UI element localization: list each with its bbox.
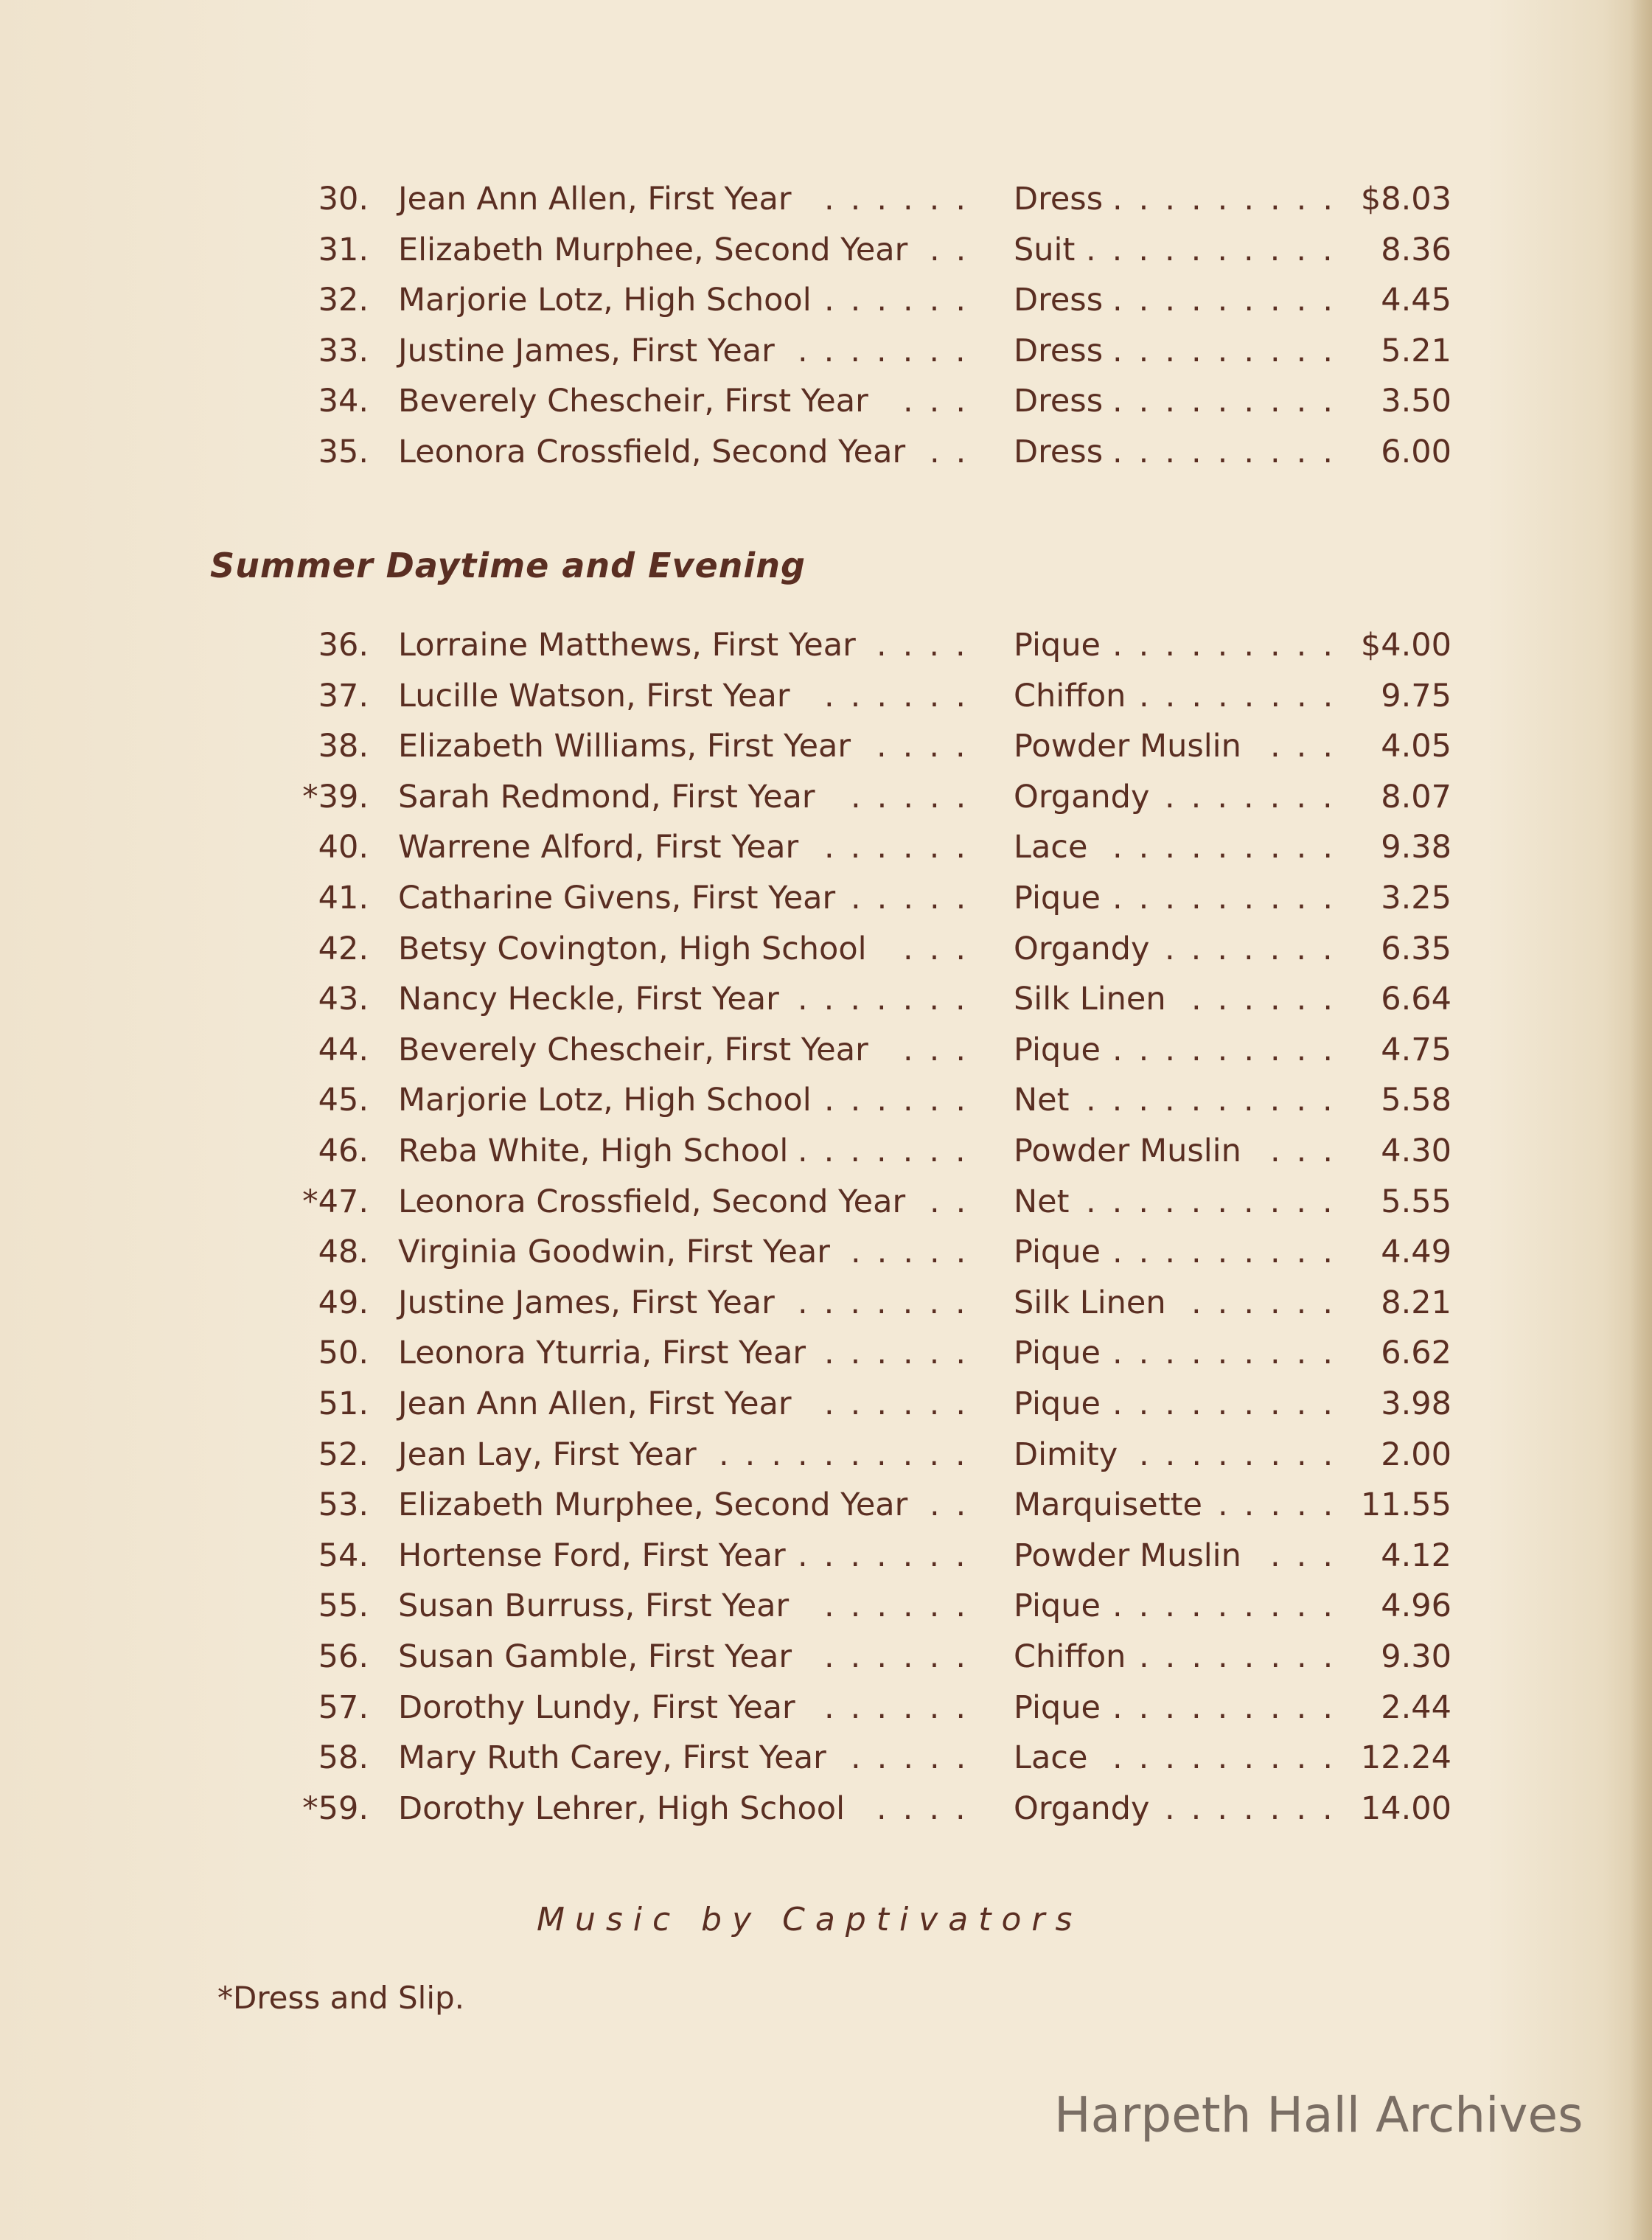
entry-number: 51. xyxy=(318,1385,369,1422)
entry-name: Jean Ann Allen, First Year xyxy=(398,1385,792,1422)
entry-price: 3.25 xyxy=(1381,880,1451,916)
dot-leader: ......... xyxy=(1112,332,1350,369)
dot-leader: ..... xyxy=(851,1739,983,1777)
dot-leader: ...... xyxy=(824,181,983,218)
dot-leader: .......... xyxy=(1086,231,1349,268)
entry-row xyxy=(0,1433,1652,1477)
entry-fabric: Net xyxy=(1014,1082,1070,1119)
entry-number: 49. xyxy=(318,1284,369,1321)
entry-price: 5.58 xyxy=(1381,1082,1451,1119)
entry-fabric: Pique xyxy=(1014,627,1101,664)
entry-number: 54. xyxy=(318,1537,369,1574)
entry-number: *47. xyxy=(302,1183,369,1220)
entry-number: 38. xyxy=(318,728,369,765)
dot-leader: ......... xyxy=(1112,434,1350,470)
entry-name: Susan Gamble, First Year xyxy=(398,1638,792,1675)
entry-row xyxy=(0,1534,1652,1578)
entry-fabric: Powder Muslin xyxy=(1014,1133,1241,1169)
entry-fabric: Powder Muslin xyxy=(1014,1537,1241,1574)
dot-leader: ....... xyxy=(1165,930,1349,967)
dot-leader: ... xyxy=(903,1031,983,1068)
entry-name: Elizabeth Murphee, Second Year xyxy=(398,1486,908,1524)
entry-row xyxy=(0,825,1652,869)
entry-fabric: Net xyxy=(1014,1183,1070,1220)
entry-price: 2.44 xyxy=(1381,1688,1451,1726)
entry-name: Warrene Alford, First Year xyxy=(398,829,799,866)
entry-row xyxy=(0,977,1652,1021)
entry-number: 42. xyxy=(318,930,369,967)
entry-number: 30. xyxy=(318,181,369,218)
entry-row xyxy=(0,1584,1652,1628)
dot-leader: ...... xyxy=(1191,981,1350,1018)
entry-name: Susan Burruss, First Year xyxy=(398,1587,790,1625)
dot-leader: ...... xyxy=(824,1335,983,1372)
dot-leader: ..... xyxy=(1218,1486,1350,1524)
dot-leader: .......... xyxy=(719,1436,982,1473)
entry-number: 32. xyxy=(318,282,369,319)
entry-fabric: Pique xyxy=(1014,1031,1101,1068)
entry-price: 6.64 xyxy=(1381,981,1451,1018)
entry-name: Justine James, First Year xyxy=(398,1284,775,1321)
dot-leader: ........ xyxy=(1139,1638,1350,1675)
entry-price: 6.35 xyxy=(1381,930,1451,967)
entry-price: 4.75 xyxy=(1381,1031,1451,1068)
entry-number: 48. xyxy=(318,1234,369,1271)
dot-leader: ......... xyxy=(1112,383,1350,420)
dot-leader: .. xyxy=(930,1183,983,1220)
entry-row xyxy=(0,228,1652,272)
entry-row xyxy=(0,278,1652,322)
dot-leader: ...... xyxy=(824,282,983,319)
dot-leader: .......... xyxy=(1086,1082,1349,1119)
entry-row xyxy=(0,1736,1652,1780)
entry-price: 4.45 xyxy=(1381,282,1451,319)
entry-fabric: Suit xyxy=(1014,231,1076,268)
dot-leader: ..... xyxy=(851,880,983,916)
entry-price: 2.00 xyxy=(1381,1436,1451,1473)
entry-price: 4.30 xyxy=(1381,1133,1451,1169)
entry-name: Marjorie Lotz, High School xyxy=(398,282,812,319)
dot-leader: ....... xyxy=(798,1537,982,1574)
footnote: *Dress and Slip. xyxy=(217,1980,465,2016)
entry-name: Elizabeth Williams, First Year xyxy=(398,728,851,765)
entry-number: 56. xyxy=(318,1638,369,1675)
entry-price: $8.03 xyxy=(1360,181,1451,218)
entry-fabric: Pique xyxy=(1014,1587,1101,1625)
entry-name: Jean Lay, First Year xyxy=(398,1436,697,1473)
entry-number: 45. xyxy=(318,1082,369,1119)
entry-price: 3.98 xyxy=(1381,1385,1451,1422)
entry-fabric: Silk Linen xyxy=(1014,1284,1166,1321)
entry-number: 57. xyxy=(318,1688,369,1726)
entry-row xyxy=(0,623,1652,667)
entry-price: 4.12 xyxy=(1381,1537,1451,1574)
entry-number: 31. xyxy=(318,231,369,268)
entry-name: Dorothy Lehrer, High School xyxy=(398,1789,846,1827)
entry-fabric: Organdy xyxy=(1014,1789,1150,1827)
entry-row xyxy=(0,1281,1652,1325)
entry-name: Mary Ruth Carey, First Year xyxy=(398,1739,826,1777)
entry-row xyxy=(0,1078,1652,1122)
entry-name: Jean Ann Allen, First Year xyxy=(398,181,792,218)
entry-name: Nancy Heckle, First Year xyxy=(398,981,779,1018)
entry-row xyxy=(0,1028,1652,1072)
entry-number: 43. xyxy=(318,981,369,1018)
dot-leader: ...... xyxy=(824,1587,983,1625)
dot-leader: ......... xyxy=(1112,1385,1350,1422)
entry-number: 44. xyxy=(318,1031,369,1068)
entry-name: Dorothy Lundy, First Year xyxy=(398,1688,795,1726)
entry-fabric: Dress xyxy=(1014,181,1104,218)
entry-fabric: Pique xyxy=(1014,1335,1101,1372)
entry-row xyxy=(0,1230,1652,1274)
entry-price: 4.49 xyxy=(1381,1234,1451,1271)
entry-price: 11.55 xyxy=(1360,1486,1451,1524)
entry-name: Leonora Yturria, First Year xyxy=(398,1335,806,1372)
entry-number: 46. xyxy=(318,1133,369,1169)
entry-name: Beverely Chescheir, First Year xyxy=(398,1031,868,1068)
section-heading: Summer Daytime and Evening xyxy=(210,546,806,585)
dot-leader: ......... xyxy=(1112,1234,1350,1271)
entry-price: 9.75 xyxy=(1381,677,1451,714)
dot-leader: ...... xyxy=(824,1082,983,1119)
entry-name: Lucille Watson, First Year xyxy=(398,677,790,714)
entry-name: Hortense Ford, First Year xyxy=(398,1537,786,1574)
entry-name: Sarah Redmond, First Year xyxy=(398,778,815,815)
dot-leader: ......... xyxy=(1112,1031,1350,1068)
entry-price: 4.96 xyxy=(1381,1587,1451,1625)
entry-price: $4.00 xyxy=(1360,627,1451,664)
entry-number: 58. xyxy=(318,1739,369,1777)
entry-row xyxy=(0,724,1652,768)
entry-price: 5.21 xyxy=(1381,332,1451,369)
dot-leader: ......... xyxy=(1112,880,1350,916)
dot-leader: ......... xyxy=(1112,1587,1350,1625)
entry-fabric: Organdy xyxy=(1014,930,1150,967)
entry-row xyxy=(0,775,1652,819)
entry-name: Marjorie Lotz, High School xyxy=(398,1082,812,1119)
dot-leader: ..... xyxy=(851,1234,983,1271)
dot-leader: ...... xyxy=(824,1638,983,1675)
entry-price: 9.30 xyxy=(1381,1638,1451,1675)
entry-price: 8.36 xyxy=(1381,231,1451,268)
entry-price: 5.55 xyxy=(1381,1183,1451,1220)
entry-row xyxy=(0,379,1652,423)
entry-name: Betsy Covington, High School xyxy=(398,930,867,967)
entry-number: 34. xyxy=(318,383,369,420)
entry-price: 8.07 xyxy=(1381,778,1451,815)
entry-row xyxy=(0,329,1652,373)
entry-row xyxy=(0,1787,1652,1831)
entry-row xyxy=(0,1635,1652,1679)
dot-leader: ....... xyxy=(798,1284,982,1321)
dot-leader: .. xyxy=(930,231,983,268)
dot-leader: ... xyxy=(903,383,983,420)
dot-leader: ... xyxy=(1270,1133,1350,1169)
dot-leader: ...... xyxy=(824,1688,983,1726)
dot-leader: .. xyxy=(930,434,983,470)
entry-name: Reba White, High School xyxy=(398,1133,789,1169)
entry-fabric: Pique xyxy=(1014,1385,1101,1422)
entry-name: Leonora Crossfield, Second Year xyxy=(398,1183,906,1220)
dot-leader: .......... xyxy=(1086,1183,1349,1220)
entry-number: 33. xyxy=(318,332,369,369)
entry-fabric: Dimity xyxy=(1014,1436,1118,1473)
entry-price: 3.50 xyxy=(1381,383,1451,420)
dot-leader: ....... xyxy=(1165,778,1349,815)
dot-leader: ......... xyxy=(1112,181,1350,218)
entry-row xyxy=(0,876,1652,920)
entry-fabric: Dress xyxy=(1014,332,1104,369)
entry-row xyxy=(0,1129,1652,1173)
entry-number: 37. xyxy=(318,677,369,714)
entry-fabric: Marquisette xyxy=(1014,1486,1202,1524)
entry-row xyxy=(0,1686,1652,1730)
entry-price: 8.21 xyxy=(1381,1284,1451,1321)
entry-row xyxy=(0,1180,1652,1224)
entry-fabric: Organdy xyxy=(1014,778,1150,815)
entry-number: 52. xyxy=(318,1436,369,1473)
entry-row xyxy=(0,177,1652,221)
entry-fabric: Dress xyxy=(1014,383,1104,420)
dot-leader: ......... xyxy=(1112,1335,1350,1372)
dot-leader: ... xyxy=(1270,728,1350,765)
entry-fabric: Chiffon xyxy=(1014,1638,1126,1675)
dot-leader: ...... xyxy=(1191,1284,1350,1321)
dot-leader: ......... xyxy=(1112,627,1350,664)
entry-row xyxy=(0,430,1652,474)
dot-leader: .... xyxy=(876,728,982,765)
entry-price: 12.24 xyxy=(1360,1739,1451,1777)
entry-row xyxy=(0,674,1652,718)
dot-leader: ......... xyxy=(1112,1739,1350,1777)
dot-leader: ...... xyxy=(824,677,983,714)
archive-watermark: Harpeth Hall Archives xyxy=(1054,2087,1583,2143)
entry-number: 53. xyxy=(318,1486,369,1524)
dot-leader: ......... xyxy=(1112,1688,1350,1726)
entry-fabric: Lace xyxy=(1014,1739,1088,1777)
entry-fabric: Chiffon xyxy=(1014,677,1126,714)
entry-name: Virginia Goodwin, First Year xyxy=(398,1234,830,1271)
entry-fabric: Dress xyxy=(1014,434,1104,470)
dot-leader: ...... xyxy=(824,1385,983,1422)
entry-price: 6.00 xyxy=(1381,434,1451,470)
entry-fabric: Pique xyxy=(1014,1234,1101,1271)
entry-price: 14.00 xyxy=(1360,1789,1451,1827)
dot-leader: ...... xyxy=(824,829,983,866)
entry-name: Catharine Givens, First Year xyxy=(398,880,836,916)
dot-leader: .... xyxy=(876,1789,982,1827)
dot-leader: ... xyxy=(1270,1537,1350,1574)
dot-leader: ........ xyxy=(1139,677,1350,714)
entry-number: 36. xyxy=(318,627,369,664)
entry-row xyxy=(0,1483,1652,1527)
entry-fabric: Silk Linen xyxy=(1014,981,1166,1018)
entry-price: 9.38 xyxy=(1381,829,1451,866)
entry-number: *39. xyxy=(302,778,369,815)
entry-price: 6.62 xyxy=(1381,1335,1451,1372)
dot-leader: ........ xyxy=(1139,1436,1350,1473)
dot-leader: ... xyxy=(903,930,983,967)
entry-name: Beverely Chescheir, First Year xyxy=(398,383,868,420)
entry-fabric: Pique xyxy=(1014,1688,1101,1726)
dot-leader: ....... xyxy=(1165,1789,1349,1827)
dot-leader: ..... xyxy=(851,778,983,815)
entry-number: *59. xyxy=(302,1789,369,1827)
entry-number: 40. xyxy=(318,829,369,866)
entry-name: Lorraine Matthews, First Year xyxy=(398,627,856,664)
entry-number: 41. xyxy=(318,880,369,916)
entry-number: 35. xyxy=(318,434,369,470)
dot-leader: ....... xyxy=(798,1133,982,1169)
dot-leader: .... xyxy=(876,627,982,664)
dot-leader: ......... xyxy=(1112,829,1350,866)
entry-name: Leonora Crossfield, Second Year xyxy=(398,434,906,470)
dot-leader: ......... xyxy=(1112,282,1350,319)
entry-fabric: Powder Muslin xyxy=(1014,728,1241,765)
music-credit: Music by Captivators xyxy=(537,1901,1083,1938)
dot-leader: ....... xyxy=(798,332,982,369)
dot-leader: ....... xyxy=(798,981,982,1018)
entry-fabric: Dress xyxy=(1014,282,1104,319)
entry-row xyxy=(0,1382,1652,1426)
entry-price: 4.05 xyxy=(1381,728,1451,765)
entry-name: Elizabeth Murphee, Second Year xyxy=(398,231,908,268)
entry-row xyxy=(0,927,1652,971)
dot-leader: .. xyxy=(930,1486,983,1524)
entry-number: 55. xyxy=(318,1587,369,1625)
entry-row xyxy=(0,1331,1652,1375)
entry-number: 50. xyxy=(318,1335,369,1372)
entry-fabric: Pique xyxy=(1014,880,1101,916)
entry-fabric: Lace xyxy=(1014,829,1088,866)
entry-name: Justine James, First Year xyxy=(398,332,775,369)
